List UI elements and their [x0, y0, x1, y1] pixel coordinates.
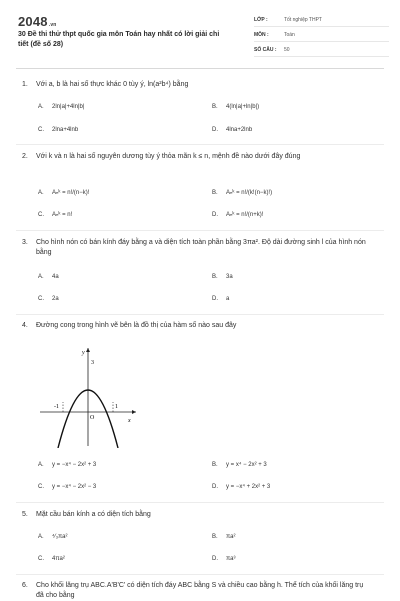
- option-a[interactable]: A. ⁴⁄₃πa²: [38, 534, 68, 540]
- meta-row-class: LỚP : Tốt nghiệp THPT: [254, 14, 389, 27]
- question-separator: [16, 502, 384, 503]
- question-6: 6. Cho khối lăng trụ ABC.A'B'C' có diện tích đáy ABC bằng S và chiều cao bằng h. Thể tích của khối lăng trụ đã cho bằng: [22, 581, 372, 601]
- y-intercept-label: 3: [91, 360, 94, 366]
- x-axis-arrow: [132, 410, 136, 414]
- question-separator: [16, 574, 384, 575]
- option-c[interactable]: C. y = −x⁴ − 2x² − 3: [38, 484, 97, 490]
- option-a[interactable]: A. y = −x⁴ − 2x² + 3: [38, 462, 97, 468]
- question-text: Đường cong trong hình vẽ bên là đồ thị của hàm số nào sau đây: [36, 322, 237, 329]
- header-divider: [16, 68, 384, 69]
- option-a[interactable]: A. 2ln|a|+4ln|b|: [38, 104, 85, 110]
- meta-row-count: SỐ CÂU : 50: [254, 44, 389, 57]
- option-d[interactable]: D. y = −x⁴ + 2x² + 3: [212, 484, 271, 490]
- question-separator: [16, 314, 384, 315]
- question-text: Cho hình nón có bán kính đáy bằng a và diện tích toàn phần bằng 3πa². Độ dài đường sinh l của hình nón bằng: [36, 239, 366, 256]
- left-root-label: -1: [54, 404, 59, 410]
- document-title: 30 Đề thi thử thpt quốc gia môn Toán hay nhất có lời giải chi tiết (đề số 28): [18, 31, 220, 48]
- question-text: Mặt cầu bán kính a có diện tích bằng: [36, 511, 151, 518]
- option-a[interactable]: A. Aₙᵏ = n!/(n−k)!: [38, 190, 90, 196]
- page-header: [0, 0, 400, 64]
- option-b[interactable]: B. 3a: [212, 274, 233, 280]
- question-separator: [16, 144, 384, 145]
- option-d[interactable]: D. πa³: [212, 556, 236, 562]
- question-3: 3. Cho hình nón có bán kính đáy bằng a và diện tích toàn phần bằng 3πa². Độ dài đường sinh l của hình nón bằng: [22, 238, 372, 258]
- y-axis-label: y: [82, 350, 85, 356]
- option-b[interactable]: B. 4(ln|a|+ln|b|): [212, 104, 260, 110]
- x-axis-label: x: [128, 418, 131, 424]
- site-logo[interactable]: 2048.vn: [18, 14, 57, 29]
- origin-label: O: [90, 415, 95, 421]
- question-text: Với a, b là hai số thực khác 0 tùy ý, ln(a²b⁴) bằng: [36, 81, 189, 88]
- option-c[interactable]: C. 4πa²: [38, 556, 65, 562]
- option-d[interactable]: D. a: [212, 296, 230, 302]
- question-separator: [16, 230, 384, 231]
- question-5: 5. Mặt cầu bán kính a có diện tích bằng: [22, 510, 372, 520]
- option-d[interactable]: D. Aₙᵏ = n!/(n+k)!: [212, 212, 264, 218]
- option-c[interactable]: C. 2lna+4lnb: [38, 127, 79, 133]
- y-axis-arrow: [86, 348, 90, 352]
- option-b[interactable]: B. Aₙᵏ = n!/(k!(n−k)!): [212, 190, 273, 196]
- function-graph: [38, 342, 138, 448]
- option-c[interactable]: C. Aₙᵏ = n!: [38, 212, 73, 218]
- question-2: 2. Với k và n là hai số nguyên dương tùy ý thỏa mãn k ≤ n, mệnh đề nào dưới đây đúng: [22, 152, 372, 162]
- question-text: Với k và n là hai số nguyên dương tùy ý thỏa mãn k ≤ n, mệnh đề nào dưới đây đúng: [36, 153, 301, 160]
- question-text: Cho khối lăng trụ ABC.A'B'C' có diện tích đáy ABC bằng S và chiều cao bằng h. Thể tích của khối lăng trụ đã cho bằng: [36, 582, 364, 599]
- question-1: 1. Với a, b là hai số thực khác 0 tùy ý, ln(a²b⁴) bằng: [22, 80, 372, 90]
- option-a[interactable]: A. 4a: [38, 274, 59, 280]
- option-b[interactable]: B. y = x⁴ − 2x² + 3: [212, 462, 267, 468]
- right-root-label: 1: [115, 404, 118, 410]
- meta-row-subject: MÔN : Toán: [254, 29, 389, 42]
- exam-meta: [254, 14, 389, 59]
- option-c[interactable]: C. 2a: [38, 296, 59, 302]
- question-4: 4. Đường cong trong hình vẽ bên là đồ thị của hàm số nào sau đây: [22, 321, 372, 331]
- option-d[interactable]: D. 4lna+2lnb: [212, 127, 253, 133]
- option-b[interactable]: B. πa²: [212, 534, 236, 540]
